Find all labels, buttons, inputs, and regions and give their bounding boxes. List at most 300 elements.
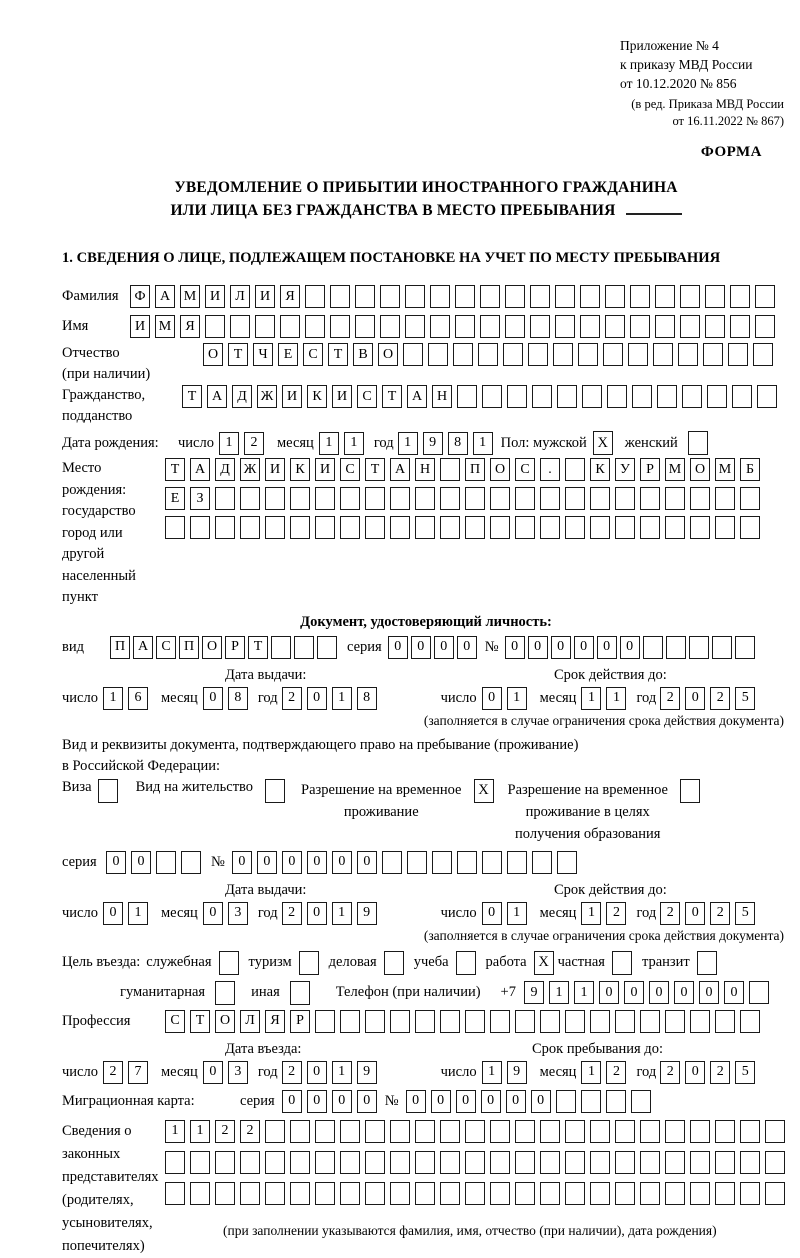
char-cell[interactable]: [240, 1151, 260, 1174]
char-cell[interactable]: [755, 315, 775, 338]
char-cell[interactable]: 0: [307, 1090, 327, 1113]
char-cell[interactable]: Ф: [130, 285, 150, 308]
char-cell[interactable]: [630, 315, 650, 338]
char-cell[interactable]: [365, 487, 385, 510]
char-cell[interactable]: 9: [357, 902, 377, 925]
char-cell[interactable]: 9: [507, 1061, 527, 1084]
char-cell[interactable]: [749, 981, 769, 1004]
char-cell[interactable]: [715, 1151, 735, 1174]
char-cell[interactable]: [580, 315, 600, 338]
char-cell[interactable]: [330, 285, 350, 308]
char-cell[interactable]: [455, 315, 475, 338]
char-cell[interactable]: [555, 285, 575, 308]
char-cell[interactable]: 0: [307, 687, 327, 710]
char-cell[interactable]: [705, 285, 725, 308]
char-cell[interactable]: [190, 516, 210, 539]
char-cell[interactable]: [665, 1010, 685, 1033]
char-cell[interactable]: Т: [365, 458, 385, 481]
char-cell[interactable]: [271, 636, 291, 659]
char-cell[interactable]: 1: [219, 432, 239, 455]
char-cell[interactable]: [655, 315, 675, 338]
char-cell[interactable]: [581, 1090, 601, 1113]
char-cell[interactable]: 2: [660, 687, 680, 710]
char-cell[interactable]: 2: [240, 1120, 260, 1143]
purpose-business-checkbox[interactable]: [384, 951, 404, 975]
char-cell[interactable]: 2: [710, 902, 730, 925]
char-cell[interactable]: А: [155, 285, 175, 308]
char-cell[interactable]: 0: [282, 1090, 302, 1113]
char-cell[interactable]: [190, 1182, 210, 1205]
char-cell[interactable]: [765, 1151, 785, 1174]
char-cell[interactable]: 1: [581, 687, 601, 710]
char-cell[interactable]: 1: [549, 981, 569, 1004]
char-cell[interactable]: 9: [524, 981, 544, 1004]
char-cell[interactable]: [665, 516, 685, 539]
char-cell[interactable]: О: [203, 343, 223, 366]
temp-residence-edu-checkbox[interactable]: [680, 779, 700, 803]
char-cell[interactable]: [390, 516, 410, 539]
char-cell[interactable]: [255, 315, 275, 338]
char-cell[interactable]: А: [407, 385, 427, 408]
char-cell[interactable]: 0: [574, 636, 594, 659]
char-cell[interactable]: Е: [278, 343, 298, 366]
char-cell[interactable]: П: [179, 636, 199, 659]
char-cell[interactable]: [615, 1120, 635, 1143]
char-cell[interactable]: [465, 1182, 485, 1205]
char-cell[interactable]: И: [130, 315, 150, 338]
char-cell[interactable]: [490, 1120, 510, 1143]
char-cell[interactable]: 8: [357, 687, 377, 710]
char-cell[interactable]: [530, 315, 550, 338]
char-cell[interactable]: [515, 1182, 535, 1205]
char-cell[interactable]: [732, 385, 752, 408]
char-cell[interactable]: [490, 516, 510, 539]
char-cell[interactable]: [580, 285, 600, 308]
char-cell[interactable]: [415, 1120, 435, 1143]
char-cell[interactable]: 2: [710, 1061, 730, 1084]
char-cell[interactable]: Т: [328, 343, 348, 366]
char-cell[interactable]: 0: [332, 851, 352, 874]
char-cell[interactable]: 1: [581, 902, 601, 925]
char-cell[interactable]: Р: [290, 1010, 310, 1033]
char-cell[interactable]: [482, 851, 502, 874]
char-cell[interactable]: [640, 1120, 660, 1143]
char-cell[interactable]: Л: [230, 285, 250, 308]
char-cell[interactable]: [540, 1182, 560, 1205]
char-cell[interactable]: [340, 1010, 360, 1033]
char-cell[interactable]: [294, 636, 314, 659]
char-cell[interactable]: 1: [473, 432, 493, 455]
char-cell[interactable]: [440, 487, 460, 510]
char-cell[interactable]: [453, 343, 473, 366]
char-cell[interactable]: [553, 343, 573, 366]
char-cell[interactable]: [407, 851, 427, 874]
char-cell[interactable]: [715, 1010, 735, 1033]
char-cell[interactable]: 1: [319, 432, 339, 455]
char-cell[interactable]: [755, 285, 775, 308]
char-cell[interactable]: С: [340, 458, 360, 481]
char-cell[interactable]: 9: [423, 432, 443, 455]
char-cell[interactable]: [730, 285, 750, 308]
char-cell[interactable]: Т: [248, 636, 268, 659]
char-cell[interactable]: [457, 385, 477, 408]
char-cell[interactable]: [605, 285, 625, 308]
char-cell[interactable]: [482, 385, 502, 408]
char-cell[interactable]: О: [490, 458, 510, 481]
char-cell[interactable]: 0: [620, 636, 640, 659]
char-cell[interactable]: 1: [581, 1061, 601, 1084]
char-cell[interactable]: 1: [344, 432, 364, 455]
char-cell[interactable]: [590, 1182, 610, 1205]
char-cell[interactable]: [280, 315, 300, 338]
char-cell[interactable]: [615, 487, 635, 510]
char-cell[interactable]: 0: [411, 636, 431, 659]
char-cell[interactable]: 0: [307, 851, 327, 874]
purpose-official-checkbox[interactable]: [219, 951, 239, 975]
char-cell[interactable]: [740, 1182, 760, 1205]
char-cell[interactable]: 1: [606, 687, 626, 710]
char-cell[interactable]: Л: [240, 1010, 260, 1033]
char-cell[interactable]: [430, 315, 450, 338]
char-cell[interactable]: У: [615, 458, 635, 481]
char-cell[interactable]: Т: [182, 385, 202, 408]
char-cell[interactable]: [728, 343, 748, 366]
char-cell[interactable]: [665, 1120, 685, 1143]
char-cell[interactable]: [428, 343, 448, 366]
char-cell[interactable]: 0: [505, 636, 525, 659]
char-cell[interactable]: [640, 487, 660, 510]
char-cell[interactable]: А: [190, 458, 210, 481]
char-cell[interactable]: [707, 385, 727, 408]
purpose-work-checkbox[interactable]: X: [534, 951, 554, 975]
char-cell[interactable]: [415, 1151, 435, 1174]
char-cell[interactable]: [753, 343, 773, 366]
char-cell[interactable]: [405, 285, 425, 308]
char-cell[interactable]: [640, 1151, 660, 1174]
char-cell[interactable]: [631, 1090, 651, 1113]
char-cell[interactable]: [340, 1120, 360, 1143]
char-cell[interactable]: Б: [740, 458, 760, 481]
char-cell[interactable]: [665, 1151, 685, 1174]
residence-permit-checkbox[interactable]: [265, 779, 285, 803]
char-cell[interactable]: [678, 343, 698, 366]
char-cell[interactable]: М: [665, 458, 685, 481]
char-cell[interactable]: [632, 385, 652, 408]
char-cell[interactable]: [415, 487, 435, 510]
char-cell[interactable]: [603, 343, 623, 366]
char-cell[interactable]: [565, 1151, 585, 1174]
char-cell[interactable]: А: [207, 385, 227, 408]
char-cell[interactable]: 0: [332, 1090, 352, 1113]
char-cell[interactable]: [590, 516, 610, 539]
char-cell[interactable]: [215, 487, 235, 510]
char-cell[interactable]: Р: [225, 636, 245, 659]
char-cell[interactable]: [557, 851, 577, 874]
char-cell[interactable]: 0: [203, 687, 223, 710]
purpose-other-checkbox[interactable]: [290, 981, 310, 1005]
char-cell[interactable]: [480, 285, 500, 308]
char-cell[interactable]: [507, 851, 527, 874]
char-cell[interactable]: 8: [228, 687, 248, 710]
char-cell[interactable]: Ж: [240, 458, 260, 481]
char-cell[interactable]: [290, 487, 310, 510]
char-cell[interactable]: [565, 487, 585, 510]
char-cell[interactable]: 3: [228, 902, 248, 925]
char-cell[interactable]: [440, 458, 460, 481]
char-cell[interactable]: М: [155, 315, 175, 338]
char-cell[interactable]: 0: [597, 636, 617, 659]
char-cell[interactable]: [740, 487, 760, 510]
char-cell[interactable]: [490, 487, 510, 510]
char-cell[interactable]: 0: [482, 687, 502, 710]
char-cell[interactable]: [265, 1120, 285, 1143]
char-cell[interactable]: [440, 1182, 460, 1205]
char-cell[interactable]: 1: [190, 1120, 210, 1143]
char-cell[interactable]: О: [215, 1010, 235, 1033]
char-cell[interactable]: [190, 1151, 210, 1174]
char-cell[interactable]: [390, 487, 410, 510]
char-cell[interactable]: [480, 315, 500, 338]
char-cell[interactable]: [165, 516, 185, 539]
char-cell[interactable]: [735, 636, 755, 659]
char-cell[interactable]: [432, 851, 452, 874]
char-cell[interactable]: М: [715, 458, 735, 481]
char-cell[interactable]: [465, 487, 485, 510]
visa-checkbox[interactable]: [98, 779, 118, 803]
char-cell[interactable]: 0: [307, 902, 327, 925]
char-cell[interactable]: [605, 315, 625, 338]
char-cell[interactable]: [490, 1182, 510, 1205]
char-cell[interactable]: 0: [232, 851, 252, 874]
char-cell[interactable]: [315, 487, 335, 510]
char-cell[interactable]: 0: [131, 851, 151, 874]
char-cell[interactable]: [682, 385, 702, 408]
char-cell[interactable]: [615, 1182, 635, 1205]
char-cell[interactable]: 2: [710, 687, 730, 710]
char-cell[interactable]: 0: [724, 981, 744, 1004]
char-cell[interactable]: [505, 285, 525, 308]
char-cell[interactable]: Я: [280, 285, 300, 308]
char-cell[interactable]: 7: [128, 1061, 148, 1084]
char-cell[interactable]: Я: [265, 1010, 285, 1033]
char-cell[interactable]: [465, 1120, 485, 1143]
char-cell[interactable]: 0: [357, 851, 377, 874]
char-cell[interactable]: [665, 487, 685, 510]
char-cell[interactable]: Д: [215, 458, 235, 481]
char-cell[interactable]: [181, 851, 201, 874]
char-cell[interactable]: [305, 285, 325, 308]
char-cell[interactable]: 1: [574, 981, 594, 1004]
char-cell[interactable]: [265, 487, 285, 510]
char-cell[interactable]: А: [390, 458, 410, 481]
char-cell[interactable]: [540, 487, 560, 510]
char-cell[interactable]: [715, 1120, 735, 1143]
char-cell[interactable]: [240, 487, 260, 510]
char-cell[interactable]: 0: [203, 902, 223, 925]
char-cell[interactable]: [765, 1120, 785, 1143]
char-cell[interactable]: 0: [457, 636, 477, 659]
char-cell[interactable]: 0: [699, 981, 719, 1004]
char-cell[interactable]: [715, 516, 735, 539]
char-cell[interactable]: И: [332, 385, 352, 408]
char-cell[interactable]: 2: [282, 687, 302, 710]
char-cell[interactable]: [715, 1182, 735, 1205]
char-cell[interactable]: Т: [228, 343, 248, 366]
char-cell[interactable]: 0: [506, 1090, 526, 1113]
char-cell[interactable]: 5: [735, 687, 755, 710]
char-cell[interactable]: С: [303, 343, 323, 366]
char-cell[interactable]: [440, 516, 460, 539]
char-cell[interactable]: [440, 1120, 460, 1143]
char-cell[interactable]: [590, 487, 610, 510]
char-cell[interactable]: [230, 315, 250, 338]
char-cell[interactable]: [156, 851, 176, 874]
char-cell[interactable]: [690, 516, 710, 539]
char-cell[interactable]: Ж: [257, 385, 277, 408]
char-cell[interactable]: И: [265, 458, 285, 481]
char-cell[interactable]: [382, 851, 402, 874]
char-cell[interactable]: [215, 516, 235, 539]
char-cell[interactable]: 1: [332, 687, 352, 710]
char-cell[interactable]: [465, 1151, 485, 1174]
char-cell[interactable]: [765, 1182, 785, 1205]
char-cell[interactable]: [515, 487, 535, 510]
char-cell[interactable]: 0: [434, 636, 454, 659]
char-cell[interactable]: [265, 1151, 285, 1174]
char-cell[interactable]: 2: [606, 1061, 626, 1084]
char-cell[interactable]: [680, 285, 700, 308]
char-cell[interactable]: 0: [406, 1090, 426, 1113]
char-cell[interactable]: 5: [735, 1061, 755, 1084]
char-cell[interactable]: Ч: [253, 343, 273, 366]
char-cell[interactable]: [165, 1151, 185, 1174]
char-cell[interactable]: С: [156, 636, 176, 659]
char-cell[interactable]: 2: [282, 1061, 302, 1084]
char-cell[interactable]: 9: [357, 1061, 377, 1084]
char-cell[interactable]: 2: [244, 432, 264, 455]
char-cell[interactable]: [390, 1151, 410, 1174]
char-cell[interactable]: [640, 516, 660, 539]
char-cell[interactable]: [590, 1010, 610, 1033]
char-cell[interactable]: [565, 516, 585, 539]
char-cell[interactable]: 0: [685, 687, 705, 710]
char-cell[interactable]: И: [205, 285, 225, 308]
purpose-tourism-checkbox[interactable]: [299, 951, 319, 975]
char-cell[interactable]: [615, 516, 635, 539]
char-cell[interactable]: [556, 1090, 576, 1113]
char-cell[interactable]: [565, 1010, 585, 1033]
char-cell[interactable]: [430, 285, 450, 308]
char-cell[interactable]: [665, 1182, 685, 1205]
char-cell[interactable]: [640, 1010, 660, 1033]
char-cell[interactable]: [740, 1120, 760, 1143]
char-cell[interactable]: [478, 343, 498, 366]
char-cell[interactable]: Т: [190, 1010, 210, 1033]
char-cell[interactable]: [590, 1120, 610, 1143]
char-cell[interactable]: 2: [215, 1120, 235, 1143]
char-cell[interactable]: [340, 1182, 360, 1205]
char-cell[interactable]: И: [315, 458, 335, 481]
char-cell[interactable]: [640, 1182, 660, 1205]
char-cell[interactable]: 0: [531, 1090, 551, 1113]
char-cell[interactable]: 0: [482, 902, 502, 925]
char-cell[interactable]: [465, 1010, 485, 1033]
char-cell[interactable]: [215, 1151, 235, 1174]
char-cell[interactable]: [690, 1120, 710, 1143]
char-cell[interactable]: 1: [332, 902, 352, 925]
char-cell[interactable]: 1: [165, 1120, 185, 1143]
char-cell[interactable]: Р: [640, 458, 660, 481]
char-cell[interactable]: Е: [165, 487, 185, 510]
char-cell[interactable]: 0: [257, 851, 277, 874]
char-cell[interactable]: 0: [599, 981, 619, 1004]
char-cell[interactable]: [643, 636, 663, 659]
char-cell[interactable]: 0: [103, 902, 123, 925]
char-cell[interactable]: [457, 851, 477, 874]
char-cell[interactable]: 2: [660, 1061, 680, 1084]
char-cell[interactable]: [515, 1120, 535, 1143]
char-cell[interactable]: [565, 1182, 585, 1205]
char-cell[interactable]: [490, 1151, 510, 1174]
char-cell[interactable]: О: [202, 636, 222, 659]
char-cell[interactable]: 8: [448, 432, 468, 455]
char-cell[interactable]: [305, 315, 325, 338]
char-cell[interactable]: [578, 343, 598, 366]
char-cell[interactable]: 0: [307, 1061, 327, 1084]
char-cell[interactable]: [380, 315, 400, 338]
char-cell[interactable]: [315, 1151, 335, 1174]
char-cell[interactable]: [415, 1010, 435, 1033]
char-cell[interactable]: [705, 315, 725, 338]
char-cell[interactable]: [565, 1120, 585, 1143]
char-cell[interactable]: [165, 1182, 185, 1205]
char-cell[interactable]: 1: [332, 1061, 352, 1084]
char-cell[interactable]: 0: [431, 1090, 451, 1113]
char-cell[interactable]: 2: [282, 902, 302, 925]
char-cell[interactable]: [415, 1182, 435, 1205]
char-cell[interactable]: [290, 1182, 310, 1205]
char-cell[interactable]: [530, 285, 550, 308]
char-cell[interactable]: С: [357, 385, 377, 408]
char-cell[interactable]: [365, 1010, 385, 1033]
char-cell[interactable]: П: [110, 636, 130, 659]
char-cell[interactable]: Т: [165, 458, 185, 481]
char-cell[interactable]: [540, 1010, 560, 1033]
char-cell[interactable]: [340, 516, 360, 539]
char-cell[interactable]: [440, 1010, 460, 1033]
char-cell[interactable]: 1: [507, 902, 527, 925]
char-cell[interactable]: [355, 315, 375, 338]
char-cell[interactable]: [505, 315, 525, 338]
char-cell[interactable]: 0: [674, 981, 694, 1004]
char-cell[interactable]: И: [282, 385, 302, 408]
char-cell[interactable]: [540, 1151, 560, 1174]
char-cell[interactable]: [490, 1010, 510, 1033]
char-cell[interactable]: [740, 1151, 760, 1174]
char-cell[interactable]: 2: [103, 1061, 123, 1084]
char-cell[interactable]: .: [540, 458, 560, 481]
char-cell[interactable]: А: [133, 636, 153, 659]
char-cell[interactable]: [355, 285, 375, 308]
char-cell[interactable]: [290, 516, 310, 539]
char-cell[interactable]: [455, 285, 475, 308]
char-cell[interactable]: [315, 1010, 335, 1033]
char-cell[interactable]: Н: [432, 385, 452, 408]
char-cell[interactable]: [615, 1151, 635, 1174]
char-cell[interactable]: [315, 1182, 335, 1205]
char-cell[interactable]: 1: [398, 432, 418, 455]
char-cell[interactable]: [403, 343, 423, 366]
